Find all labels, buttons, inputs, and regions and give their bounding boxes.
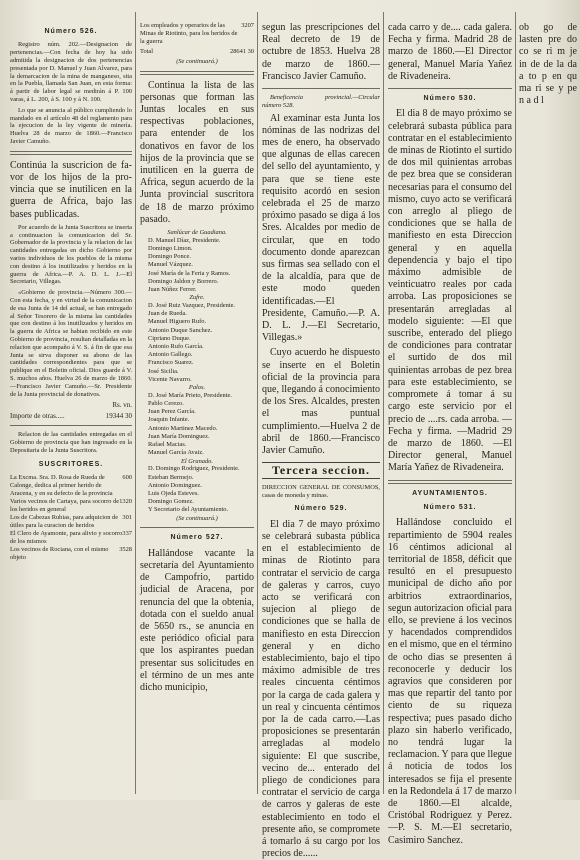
town-subheading: El Granado.	[181, 457, 213, 465]
list-item: Los vecinos de Rociana, con el mismo objeto 3528	[10, 545, 132, 561]
paragraph: El dia 8 de mayo próximo se celebrará subasta pública para contratar en el establecimiento de minas de Riotinto el surtido de dos mil quinientas arrobas de pez brea que se consideran necesarias para el consumo del mismo, cuyo acto se verificará con arreglo al pliego de condiciones que se halla de manifiesto en esta Direccion general y en aquella dependencia y bajo el tipo máximo admisible de veinticuatro reales por cada arroba. Las proposiciones se presentarán arregladas al modelo siguiente: —El que suscribe, enterado del pliego de condiciones para contratar el surtido de dos mil quinientas arrobas de pez brea para este establecimiento, se compromete á tomar á su cargo este servicio por el precio de ....rs. cada arroba. —Fecha y firma. —Madrid 29 de marzo de 1860. —El Director general, Manuel María Yañez de Rivadeneira.	[388, 108, 512, 474]
divider	[10, 151, 132, 155]
donation-list	[10, 474, 132, 562]
paragraph: Hallándose concluido el repartimiento de 5904 reales 16 céntimos adicional al territorial de 1858, déficit que resultó en el presupuesto municipal de dicho año por arbitrios extraordinarios, segun autorizacion oficial para ello, se previene á los vecinos y hacendados comprendidos en el mismo, que en el término de ocho dias se presenten á reconocerle y deducir los agravios que consideren por mas que repartir del tanto por ciento de su riqueza respectiva; pues pasado dicho plazo sin haberlo verificado, no tendrá lugar la reclamacion. Y para que llegue á noticia de todos los interesados se fija el presente en la Redondela á 17 de marzo de 1860.—El alcalde, Cristóbal Rodriguez y Perez.—P. S. M.—El secretario, Casimiro Sanchez.	[388, 517, 512, 846]
divider	[10, 425, 132, 426]
column-label: Rs. vn.	[112, 401, 132, 410]
cropped-text: ob go de lasten pre do co se ri m je in de de la da a to p en qu ma ri se y pe n a d l	[519, 22, 577, 107]
names-list-palos: D. José María Prieto, Presidente. Pablo Cerezo. Juan Perez García. Joaquin Infante. Antonio Martinez Macedo. Juan María Dominguez. Rafael Macias. Manuel García Avaiz.	[148, 391, 232, 457]
list-item: Varios vecinos de Cartaya, para socorro de los heridos en general 1320	[10, 497, 132, 513]
continuation-note: (Se continuará.)	[176, 57, 218, 65]
paragraph: Al examinar esta Junta los nóminas de las nodrizas del mes de enero, ha observado que algunas de ellas carecen del sello del ayuntamiento, y para que se tiene este requisito acordó en sesion celebrada el 25 de marzo próximo pasado se diga á los Sres. Alcaldes por medio de circular, que en todo documento donde aparezcan sus firmas sea sellado con el de la alcaldía, para que de este modo queden identificadas.—El Presidente, Camuño.—P. A. D. L. J.—El Secretario, Villegas.»	[262, 112, 380, 344]
column-rule	[135, 12, 136, 794]
paragraph: «Gobierno de provincia.—Número 300.—Con esta fecha, y en virtud de la comunicacion de esa Junta de 14 del actual, se han entregado al Señor Tesorero de la misma las cantidades que con destino á los inutilizados y heridos en la guerra de Africa se habian recibido en este Gobierno de provincia, resultan detalladas en la relacion que acompaño á V. S. á fin de que esa Junta se sirva disponer su abono de las cantidades correspondientes para que se publique en el Boletin oficial. Dios guarde á V. S. muchos años. Huelva 26 de marzo de 1860.—Francisco Javier Camuño.—Sr. Presidente de la Junta provincial de donativos.	[10, 289, 132, 398]
list-item: El Clero de Ayamonte, para alivio y socorro de los mismos 337	[10, 529, 132, 545]
list-item: Los de Cabezas Rubias, para adquicion de útiles para la curacion de heridos 301	[10, 513, 132, 529]
column-5-cropped	[519, 22, 577, 794]
list-item: La Excma. Sra. D. Rosa de Rueda de Calonge, dedica al primer herido de Aracena, y en su defecto de la provincia 600	[10, 473, 132, 497]
town-subheading: Sanlúcar de Guadiana.	[167, 229, 227, 237]
column-rule	[383, 12, 384, 794]
notice-number: Número 527.	[170, 534, 224, 542]
divider	[388, 88, 512, 89]
town-subheading: Palos.	[188, 384, 206, 392]
names-list-zufre: D. José Ruiz Vazquez, Presidente. Juan de Rueda. Manuel Higuero Rufo. Antonio Duque Sanchez. Cipriano Duque. Antonio Rufo García. Antonio Gallego. Francisco Suarez. José Sicilia. Vicente Navarro.	[148, 302, 236, 383]
column-1	[10, 22, 132, 794]
notice-number: Número 531.	[423, 503, 477, 511]
continuation-note: (Se continuará.)	[176, 514, 218, 522]
paragraph: Lo que se anuncia al público cumpliendo lo mandado en el artículo 48 del reglamento para la ejecucion de la ley vigente de minería. Huelva 28 de marzo de 1860.—Francisco Javier Camuño.	[10, 106, 132, 145]
headline: Continua la lista de las personas que forman las Juntas locales en sus respectivas poblaciones, para entender de los donativos en favor de los hijos de la provincia que se inutilicen en la guerra de Africa, segun acuerdo de la Junta provincial suscritora de 18 de marzo próximo pasado.	[140, 79, 254, 225]
donation-list	[140, 22, 254, 46]
section-title: AYUNTAMIENTOS.	[412, 489, 488, 497]
section-title: SUSCRITORES.	[38, 460, 104, 468]
notice-number: Número 530.	[423, 95, 477, 103]
paragraph: Relacion de las cantidades entregadas en el Gobierno de provincia que han ingresado en la Depositaria de la Junta Suscritora.	[10, 431, 132, 454]
paragraph: Registro núm. 202.—Designacion de pertenencias.—Con fecha de hoy ha sido admitida la designacion de dos pertenencias presentada por D. Manuel y Juan Alvarez, para la demarcacion de la mina de manganeso, sita en la Puebla, llamada San Juan, en esta forma: á partir de labor legal se medirán á P. 100 varas, á L. 200, á S. 100 y á N. 100.	[10, 41, 132, 103]
notice-number: Número 529.	[294, 505, 348, 513]
divider	[388, 480, 512, 484]
names-list-granado: D. Domingo Rodriguez, Presidente. Esteban Bermejo. Antonio Dominguez. Luis Ojeda Esteves. Domingo Gomez. Y Secretario del Ayuntamiento.	[148, 465, 240, 514]
paragraph: segun las prescripciones del Real decreto de 19 de octubre de 1853. Huelva 28 de marzo de 1860.—Francisco Javier Camuño.	[262, 22, 380, 82]
divider	[262, 88, 380, 89]
importe-label: Importe de otras.....	[10, 411, 65, 420]
total-label: Total	[140, 48, 154, 55]
total-value: 28641 30	[230, 48, 254, 55]
divider	[140, 527, 254, 528]
paragraph: Por acuerdo de la Junta Suscritora se inserta a continuacion la comunicacion del Sr. Gobernador de la provincia y la relacion de las cantidades entregadas en dicho Gobierno por varios individuos de los pueblos de la misma con destino á los inutilizados y heridos en la guerra de Africa.—P. A. D. L. J.—El Secretario, Villegas.	[10, 223, 132, 286]
column-4	[388, 22, 512, 846]
divider	[140, 71, 254, 75]
paragraph: Cuyo acuerdo he dispuesto se inserte en el Boletin oficial de la provincia para que, llegando á conocimiento de los Sres. Alcaldes, presten el mas puntual cumplimiento.—Huelva 2 de abril de 1860.—Francisco Javier Camuño.	[262, 347, 380, 457]
column-rule	[257, 12, 258, 794]
notice-number: Número 526.	[44, 28, 98, 35]
importe-value: 19344 30	[105, 411, 132, 420]
direction-heading: DIRECCION GENERAL DE CONSUMOS, casas de moneda y minas.	[262, 483, 380, 499]
column-rule	[515, 12, 516, 794]
paragraph: Hallándose vacante la secretaría del Ayuntamiento de Campofrio, partido judicial de Aracena, por renuncia del que la obtenia, dotada con el sueldo anual de 5650 rs., se anuncia en este periódico oficial para que los aspirantes puedan presentar sus solicitudes en el término de un mes ante dicho municipio,	[140, 547, 254, 693]
paragraph: El dia 7 de mayo próximo se celebrará subasta pública en el establecimiento de minas de Riotinto para contratar el servicio de carga de galeras y carros, cuyo acto se verificará con sujecion al pliego de condiciones que se halla de manifiesto en esta Direccion general y en dicho establecimiento, bajo el tipo máximo admisible de tres reales cincuenta céntimos por la carga de cada galera y un real y cincuenta céntimos por la de cada carro.—Las proposiciones se presentarán arregladas al modelo siguiente: El que suscribe, vecino de... enterado del pliego de condiciones para contratar el servicio de carga de carros y galeras de este establecimiento en todo el presente año, se compromete á tomarlo á su cargo por los precios de......	[262, 518, 380, 860]
column-2	[140, 22, 254, 794]
town-subheading: Zufre.	[189, 294, 205, 302]
paragraph: cada carro y de.... cada galera. Fecha y firma. Madrid 28 de marzo de 1860.—El Director general, Manuel María Yañez de Rivadeneira.	[388, 22, 512, 82]
circular-heading: Beneficencia provincial.—Circular número 528.	[262, 94, 380, 109]
list-item: Los empleados y operarios de las Minas de Riotinto, para los heridos de la guerra 3207	[140, 22, 254, 45]
importe-row	[10, 412, 132, 420]
headline: Continúa la suscricion de fa- vor de los hijos de la pro- vincia que se inutilicen en la guerra de Africa, bajo las bases publicadas.	[10, 159, 132, 220]
names-list-sanlucar: D. Manuel Díaz, Presidente. Domingo Limon. Domingo Ponce. Manuel Vázquez. José María de la Feria y Ramos. Domingo Jaldon y Borrero. Juan Núñez Ferrer.	[148, 236, 231, 294]
section-heading: Tercera seccion.	[262, 462, 380, 478]
total-row	[140, 48, 254, 56]
column-3	[262, 22, 380, 860]
